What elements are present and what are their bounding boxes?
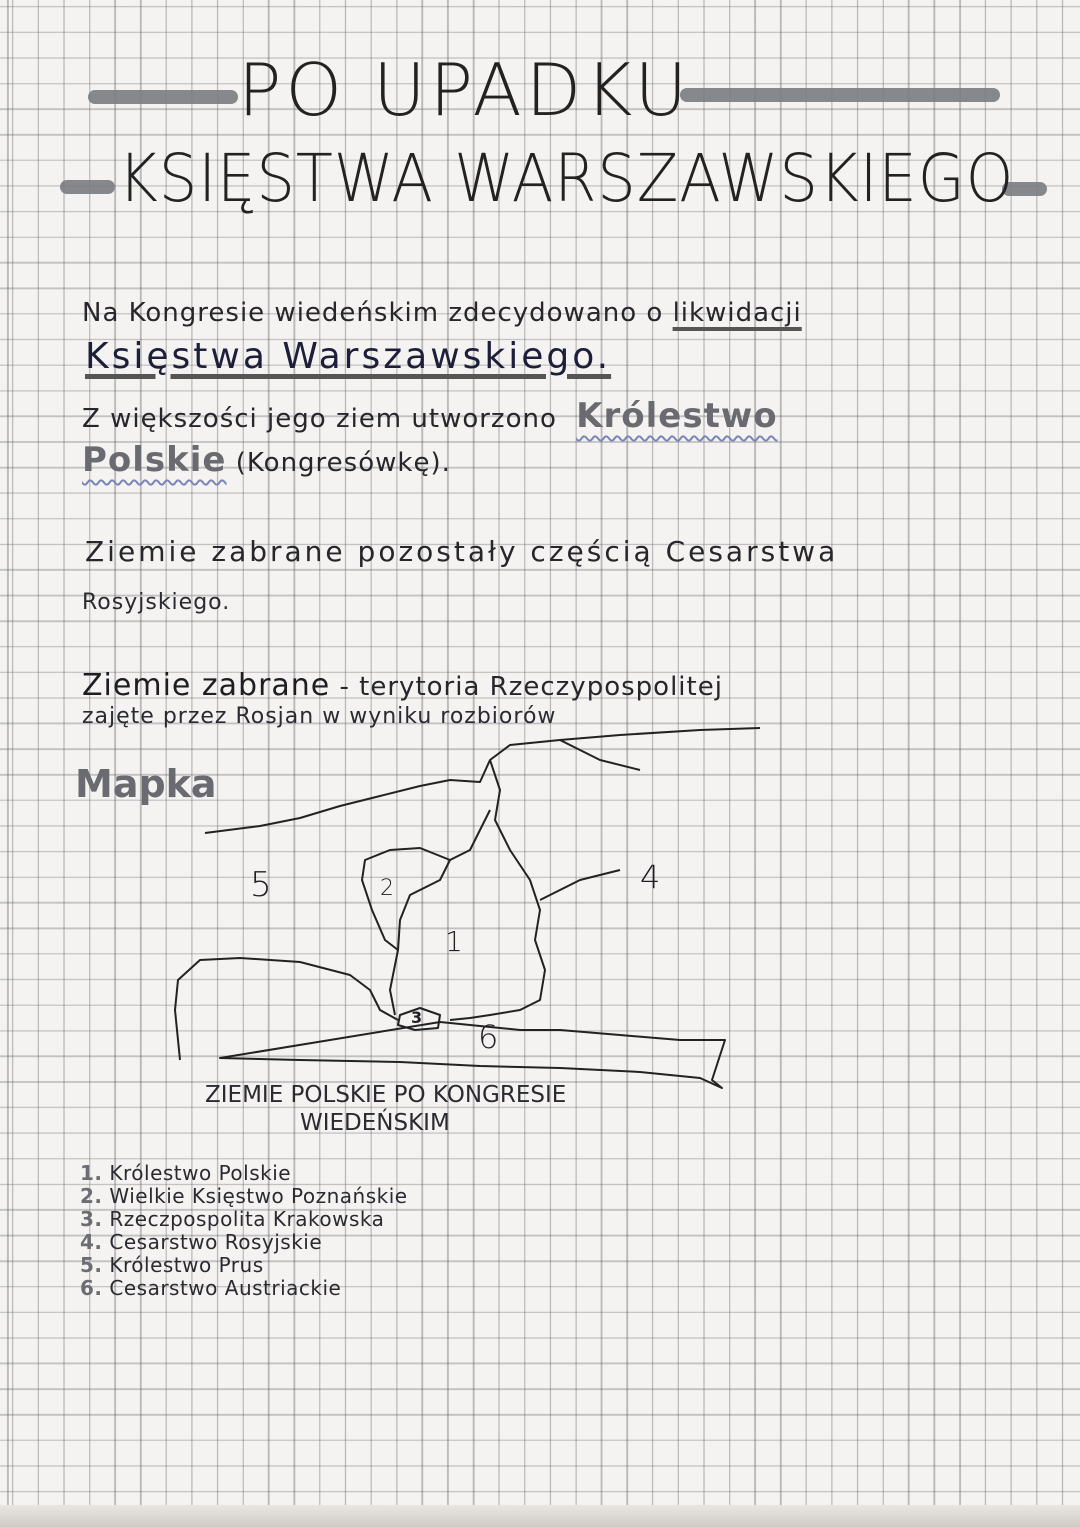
definition-line: zajęte przez Rosjan w wyniku rozbiorów [82,704,557,729]
legend-item: 2. Wielkie Księstwo Poznańskie [80,1184,408,1208]
map-label: 4 [640,858,661,896]
title-line-2: KSIĘSTWA WARSZAWSKIEGO [118,140,1015,217]
underlined-heading-text: Księstwa Warszawskiego. [85,336,612,377]
map-border-austria [175,958,725,1088]
map-caption: WIEDEŃSKIM [300,1110,450,1136]
text: (Kongresówkę). [235,448,451,478]
map-legend [80,1162,408,1300]
text: Z większości jego ziem utworzono [82,404,557,434]
legend-item: 4. Cesarstwo Rosyjskie [80,1230,323,1254]
highlighted-term: Polskie [82,440,227,480]
text-line: Rosyjskiego. [82,590,231,615]
map-border-kingdom-east [450,760,545,1020]
underlined-text: likwidacji [672,298,802,328]
text-line: Ziemie zabrane pozostały częścią Cesarstwa [85,535,839,568]
map-caption: ZIEMIE POLSKIE PO KONGRESIE [205,1082,567,1108]
map-label: 5 [250,865,272,905]
definition-term: Ziemie zabrane [82,668,331,703]
map-border-poznan [362,848,450,950]
legend-item: 1. Królestwo Polskie [80,1161,292,1185]
map-border-north [205,728,760,833]
map-label: 2 [380,876,394,901]
title-line-1: PO UPADKU [238,48,692,132]
legend-item: 6. Cesarstwo Austriackie [80,1276,342,1300]
paper-bottom-edge [0,1505,1080,1527]
map-border-prussia-east [540,740,640,900]
map-label: 6 [478,1018,499,1056]
map-border-kingdom-west [390,810,490,1015]
legend-item: 3. Rzeczpospolita Krakowska [80,1207,385,1231]
text: Na Kongresie wiedeńskim zdecydowano o [82,298,664,328]
map-label: 3 [411,1008,423,1027]
map-heading: Mapka [75,762,217,806]
highlighted-term: Królestwo [576,396,778,436]
legend-item: 5. Królestwo Prus [80,1253,264,1277]
map-label: 1 [445,925,463,958]
definition-text: - terytoria Rzeczypospolitej [339,672,723,702]
